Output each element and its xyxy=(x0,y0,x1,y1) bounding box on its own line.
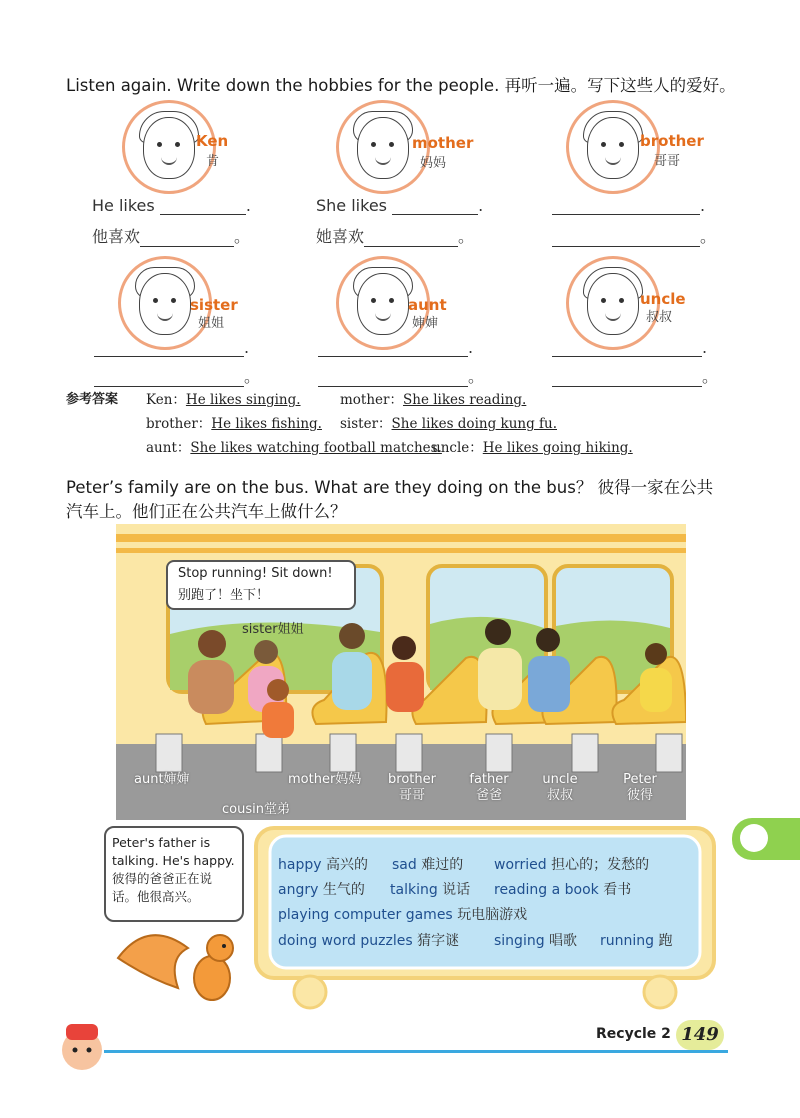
prompt-mother-cn: 她喜欢 。 xyxy=(316,227,475,246)
vocab-talking: talking 说话 xyxy=(390,882,471,898)
label-mother-en: mother xyxy=(412,134,474,152)
vocab-angry: angry 生气的 xyxy=(278,882,365,898)
instruction-hobbies: Listen again. Write down the hobbies for the people. 再听一遍。写下这些人的爱好。 xyxy=(66,76,736,95)
prompt-aunt-cn: 。 xyxy=(318,364,484,387)
answer-brother: brother：He likes fishing. xyxy=(146,416,322,432)
answers-label: 参考答案 xyxy=(66,392,119,407)
answer-blank-sister[interactable] xyxy=(94,356,244,357)
answer-mother: mother：She likes reading. xyxy=(340,392,527,408)
prompt-mother: She likes . xyxy=(316,196,484,215)
prompt-sister: . xyxy=(94,338,249,357)
side-tab xyxy=(732,818,800,860)
answer-ken: Ken：He likes singing. xyxy=(146,392,301,408)
prompt-brother-cn: 。 xyxy=(552,224,716,247)
label-father: father 爸爸 xyxy=(469,772,509,803)
label-uncle: uncle 叔叔 xyxy=(542,772,578,803)
speech-text-en: Stop running! Sit down! xyxy=(178,566,333,581)
answer-blank-sister-cn[interactable] xyxy=(94,386,244,387)
label-peter: Peter 彼得 xyxy=(623,772,657,803)
label-uncle-cn: 叔叔 xyxy=(646,310,673,325)
prompt-sister-cn: 。 xyxy=(94,364,260,387)
answer-aunt: aunt：She likes watching football matches. xyxy=(146,440,442,456)
squirrel-line-2: talking. He's happy. xyxy=(112,853,235,868)
answer-blank-uncle[interactable] xyxy=(552,356,702,357)
vocab-worried: worried 担心的；发愁的 xyxy=(494,857,650,873)
vocab-reading: reading a book 看书 xyxy=(494,882,632,898)
squirrel-line-1: Peter's father is xyxy=(112,835,211,850)
vocab-running: running 跑 xyxy=(600,933,673,949)
label-brother-en: brother xyxy=(640,132,704,150)
answer-sister: sister：She likes doing kung fu. xyxy=(340,416,557,432)
label-sister: sister姐姐 xyxy=(242,622,304,637)
answer-blank-brother[interactable] xyxy=(552,214,700,215)
label-mother-cn: 妈妈 xyxy=(420,156,447,171)
answer-blank-uncle-cn[interactable] xyxy=(552,386,702,387)
vocab-playing: playing computer games 玩电脑游戏 xyxy=(278,907,528,923)
label-uncle-en: uncle xyxy=(640,290,686,308)
label-aunt-en: aunt xyxy=(408,296,447,314)
answer-blank-mother-cn[interactable] xyxy=(364,246,458,247)
label-aunt: aunt婶婶 xyxy=(134,772,190,787)
label-cousin: cousin堂弟 xyxy=(222,802,290,817)
speech-bubble-aunt xyxy=(166,560,356,610)
answer-blank-aunt[interactable] xyxy=(318,356,468,357)
speech-bubble-squirrel xyxy=(104,826,244,922)
answer-blank-mother[interactable] xyxy=(392,214,478,215)
prompt-uncle-cn: 。 xyxy=(552,364,718,387)
label-ken-cn: 肯 xyxy=(206,154,220,169)
mascot-footer-icon xyxy=(52,1020,112,1080)
vocab-puzzles: doing word puzzles 猜字谜 xyxy=(278,933,460,949)
squirrel-line-4: 话。他很高兴。 xyxy=(112,889,200,904)
squirrel-line-3: 彼得的爸爸正在说 xyxy=(112,871,213,886)
mascot-icon xyxy=(740,824,768,852)
answer-blank-ken-cn[interactable] xyxy=(140,246,234,247)
vocab-sad: sad 难过的 xyxy=(392,857,464,873)
label-brother: brother 哥哥 xyxy=(388,772,436,803)
label-mother: mother妈妈 xyxy=(288,772,362,787)
page-number: 149 xyxy=(676,1020,724,1050)
answer-blank-aunt-cn[interactable] xyxy=(318,386,468,387)
prompt-ken-cn: 他喜欢 。 xyxy=(92,227,251,246)
answer-uncle: uncle：He likes going hiking. xyxy=(432,440,633,456)
instruction-bus-line1: Peter’s family are on the bus. What are they doing on the bus？ 彼得一家在公共 xyxy=(66,478,714,497)
label-sister-cn: 姐姐 xyxy=(198,316,225,331)
vocab-singing: singing 唱歌 xyxy=(494,933,578,949)
answer-blank-ken[interactable] xyxy=(160,214,246,215)
footer-rule xyxy=(104,1050,728,1053)
label-aunt-cn: 婶婶 xyxy=(412,316,439,331)
prompt-brother: . xyxy=(552,196,705,215)
label-sister-en: sister xyxy=(190,296,238,314)
label-brother-cn: 哥哥 xyxy=(654,154,681,169)
footer-unit: Recycle 2 xyxy=(596,1026,671,1042)
speech-text-cn: 别跑了！坐下！ xyxy=(178,588,270,603)
prompt-ken: He likes . xyxy=(92,196,251,215)
prompt-uncle: . xyxy=(552,338,707,357)
instruction-bus-line2: 汽车上。他们正在公共汽车上做什么？ xyxy=(66,502,347,521)
prompt-aunt: . xyxy=(318,338,473,357)
vocab-happy: happy 高兴的 xyxy=(278,857,368,873)
answer-blank-brother-cn[interactable] xyxy=(552,246,700,247)
squirrel-icon xyxy=(108,918,248,1018)
label-ken-en: Ken xyxy=(196,132,229,150)
